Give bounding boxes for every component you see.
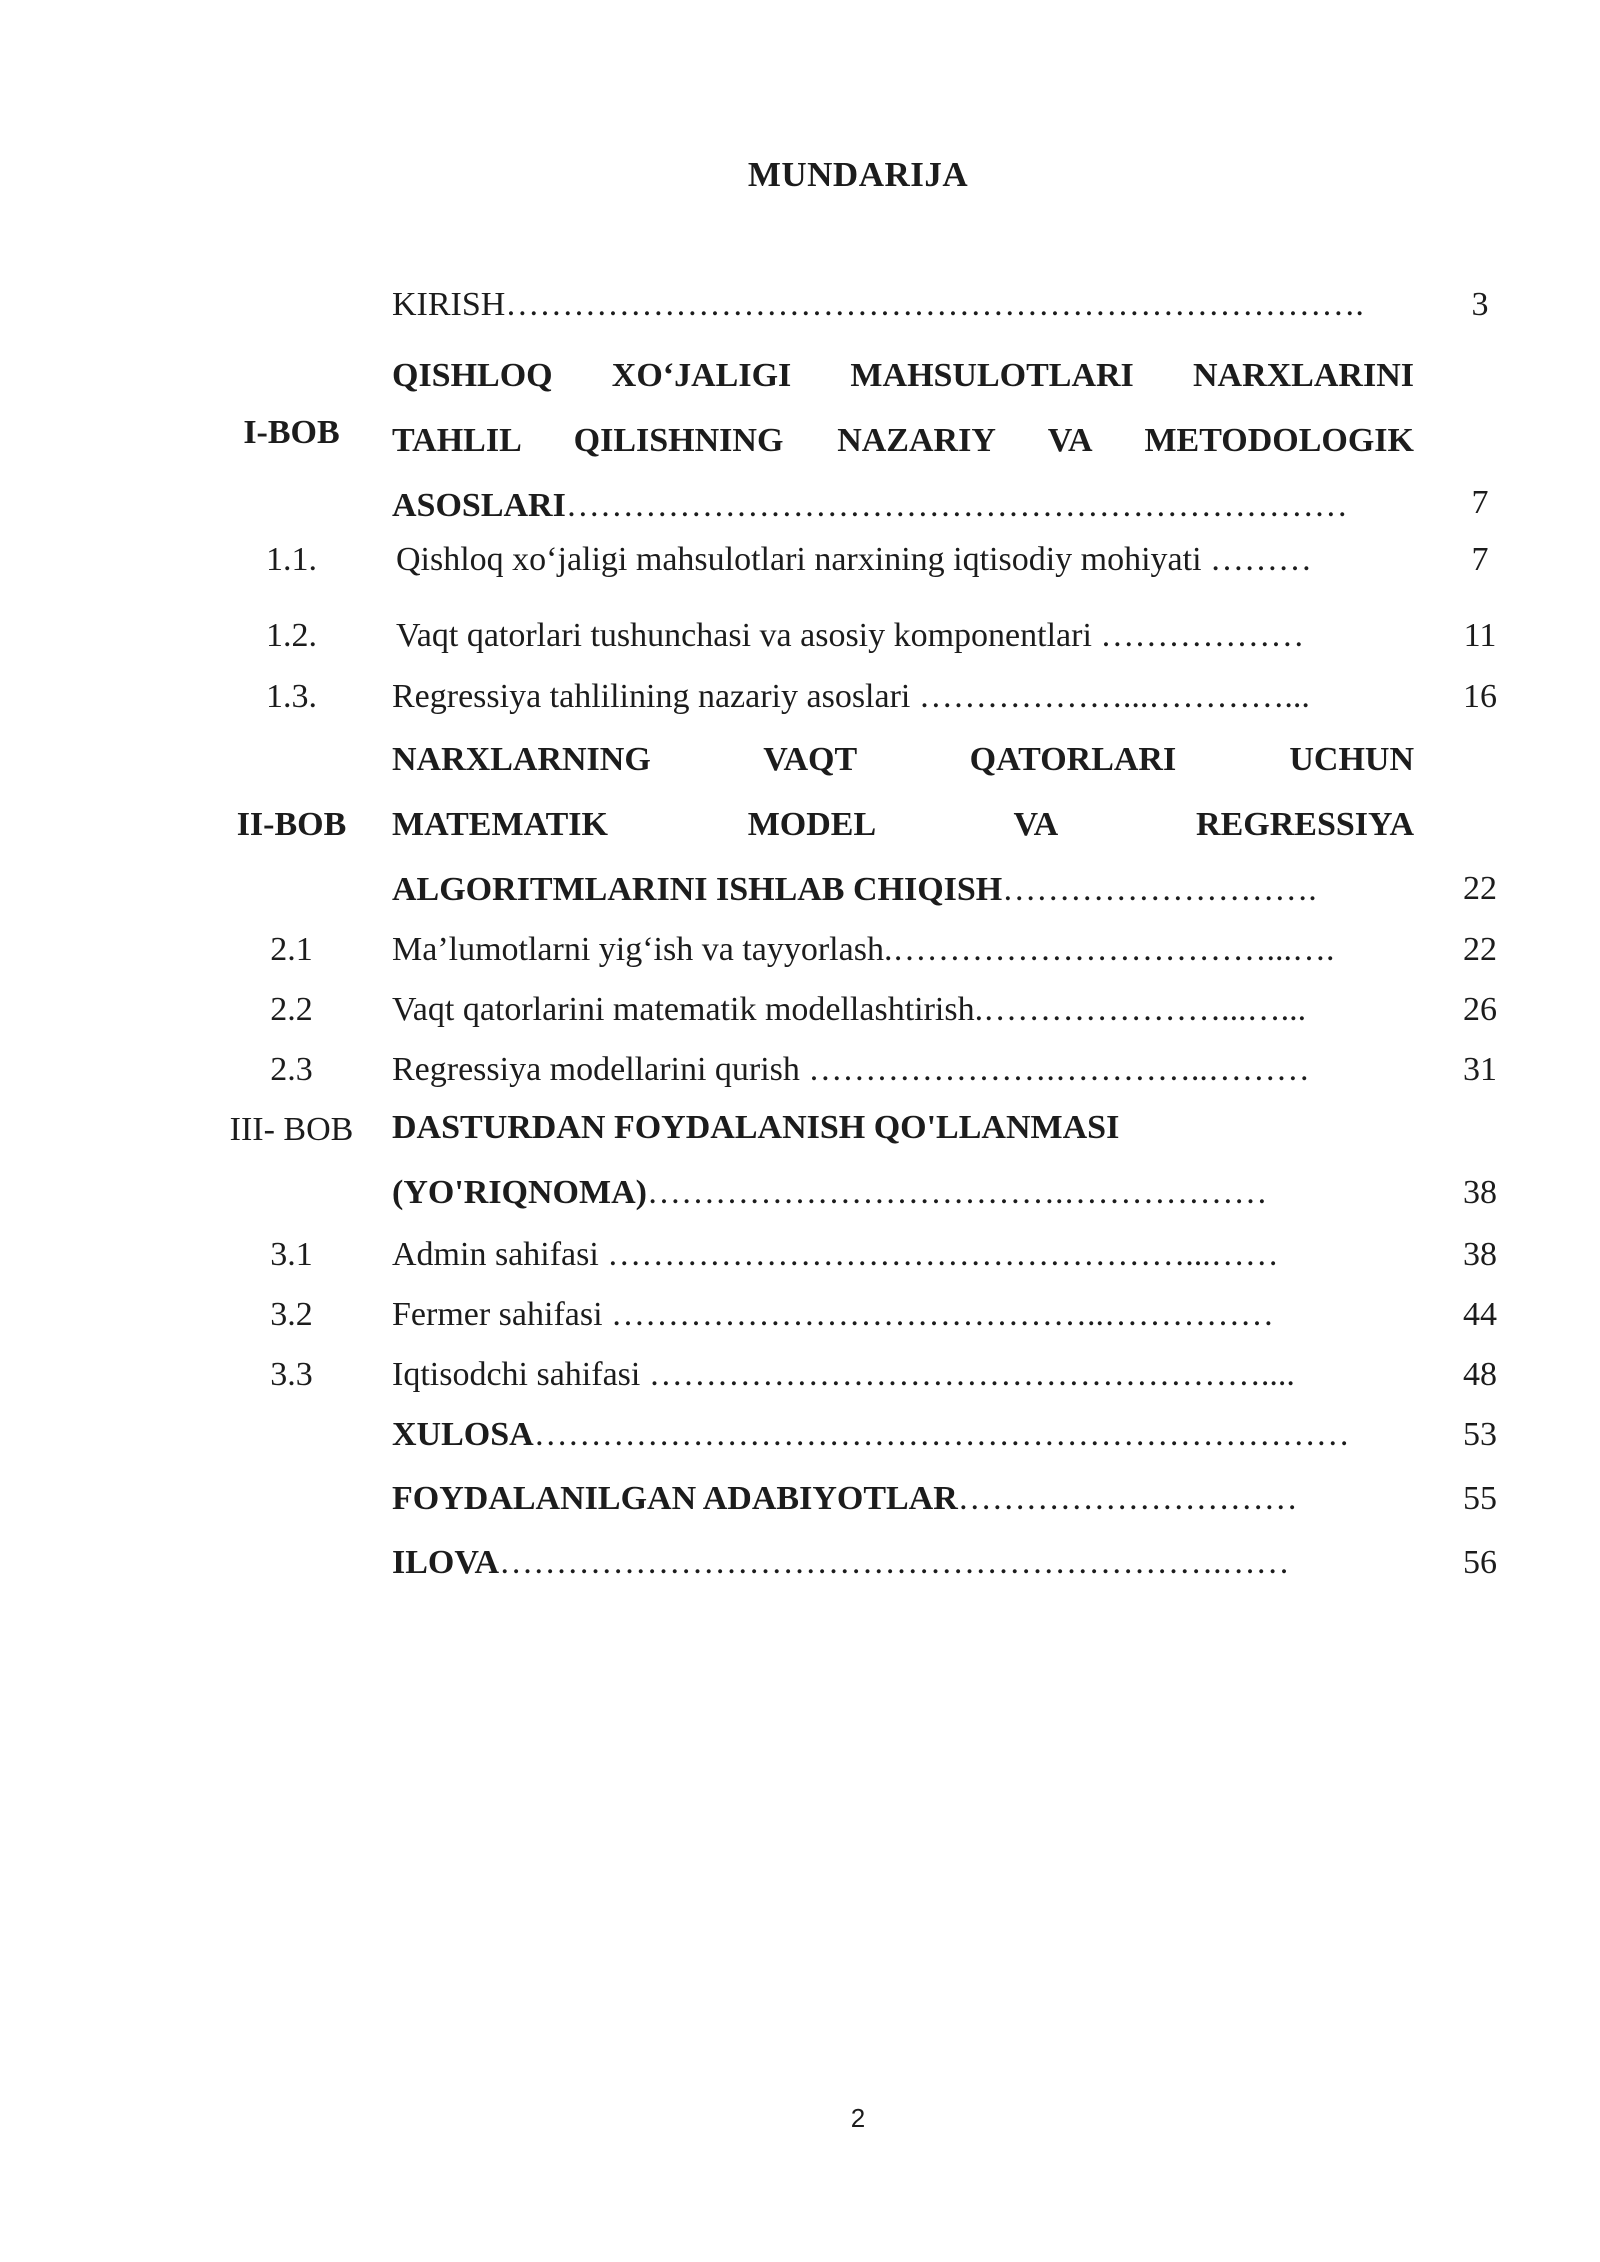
toc-section-title: Regressiya modellarini qurish ………………….…………..………	[392, 1051, 1310, 1088]
toc-chapter-title	[392, 1095, 1414, 1225]
toc-leader-dots: ……………………………………………………….……	[499, 1544, 1290, 1581]
toc-entry-page: 53	[1463, 1416, 1497, 1453]
toc-leader-dots: ………………………………………………………………	[533, 1416, 1350, 1453]
toc-entry-page: 56	[1463, 1544, 1497, 1581]
toc-entry-page: 3	[1471, 286, 1489, 323]
toc-chapter-title	[392, 727, 1414, 922]
toc-entry-title-text: FOYDALANILGAN ADABIYOTLAR	[392, 1480, 958, 1517]
toc-chapter-title-line: DASTURDAN FOYDALANISH QO'LLANMASI	[392, 1109, 1120, 1146]
toc-section-title: Vaqt qatorlarini matematik modellashtirish.…………………...…...	[392, 991, 1307, 1028]
toc-entry-page: 55	[1463, 1480, 1497, 1517]
toc-chapter-title-line	[392, 473, 1414, 538]
toc-entry-page: 22	[1463, 870, 1497, 907]
toc-entry-title	[392, 1543, 1414, 1583]
toc-section-number: 2.2	[270, 991, 313, 1028]
toc-chapter-number: II-BOB	[236, 806, 347, 843]
toc-leader-dots: ……………………….	[1002, 871, 1317, 908]
toc-section-number: 3.1	[270, 1236, 313, 1273]
toc-section-number: 1.3.	[266, 678, 317, 715]
toc-section-title: Iqtisodchi sahifasi ………………………………………………....	[392, 1356, 1295, 1393]
toc-section-number: 2.3	[270, 1051, 313, 1088]
toc-section-number: 2.1	[270, 931, 313, 968]
toc-chapter-number: III- BOB	[229, 1111, 354, 1148]
toc-entry-title	[392, 1479, 1414, 1519]
toc-section-number: 3.3	[270, 1356, 313, 1393]
toc-entry-page: 31	[1463, 1051, 1497, 1088]
toc-entry-page: 38	[1463, 1236, 1497, 1273]
toc-entry-page: 16	[1463, 678, 1497, 715]
toc-entry-title	[392, 1415, 1414, 1455]
toc-chapter-title-line: MATEMATIK MODEL VA REGRESSIYA	[392, 806, 1414, 843]
toc-entry-title-text: XULOSA	[392, 1416, 534, 1453]
toc-chapter-title-line: TAHLIL QILISHNING NAZARIY VA METODOLOGIK	[392, 422, 1414, 459]
toc-entry-page: 48	[1463, 1356, 1497, 1393]
toc-chapter-title-line: NARXLARNING VAQT QATORLARI UCHUN	[392, 741, 1414, 778]
toc-entry-page: 44	[1463, 1296, 1497, 1333]
toc-section-title: Ma’lumotlarni yig‘ish va tayyorlash.……………………………...….	[392, 931, 1335, 968]
toc-entry-page: 26	[1463, 991, 1497, 1028]
toc-entry-page: 7	[1471, 541, 1489, 578]
toc-leader-dots: ……………………………………………………………	[565, 487, 1348, 524]
toc-entry-page: 22	[1463, 931, 1497, 968]
toc-leader-dots: ……………………………….………………	[646, 1174, 1268, 1211]
toc-entry-page: 11	[1463, 617, 1497, 654]
toc-chapter-title-line: QISHLOQ XO‘JALIGI MAHSULOTLARI NARXLARINI	[392, 357, 1414, 394]
toc-entry-page: 7	[1471, 484, 1489, 521]
toc-chapter-title-text: ASOSLARI	[392, 487, 566, 524]
toc-chapter-title-line	[392, 857, 1414, 922]
toc-leader-dots: …………………………	[957, 1480, 1298, 1517]
page-title: MUNDARIJA	[747, 155, 969, 194]
toc-entry-title-text: ILOVA	[392, 1544, 500, 1581]
toc-section-number: 1.2.	[266, 617, 317, 654]
toc-section-title: Admin sahifasi ……………………………………………...……	[392, 1236, 1279, 1273]
toc-section-number: 1.1.	[266, 541, 317, 578]
toc-chapter-number: I-BOB	[243, 414, 340, 451]
toc-section-title: Vaqt qatorlari tushunchasi va asosiy komponentlari ………………	[396, 617, 1305, 654]
toc-chapter-title-text: (YO'RIQNOMA)	[392, 1174, 647, 1211]
footer-page-number: 2	[850, 2103, 866, 2133]
toc-section-title: Regressiya tahlilining nazariy asoslari ………………...…………...	[392, 678, 1310, 715]
toc-chapter-title-line	[392, 1160, 1414, 1225]
toc-section-title: Fermer sahifasi ……………………………………..……………	[392, 1296, 1275, 1333]
toc-entry-title: KIRISH………………………………………………………………….	[392, 286, 1364, 323]
toc-section-title: Qishloq xo‘jaligi mahsulotlari narxining iqtisodiy mohiyati ………	[396, 541, 1313, 578]
toc-section-number: 3.2	[270, 1296, 313, 1333]
toc-chapter-title-text: ALGORITMLARINI ISHLAB CHIQISH	[392, 871, 1003, 908]
toc-chapter-title	[392, 343, 1414, 538]
toc-entry-page: 38	[1463, 1174, 1497, 1211]
